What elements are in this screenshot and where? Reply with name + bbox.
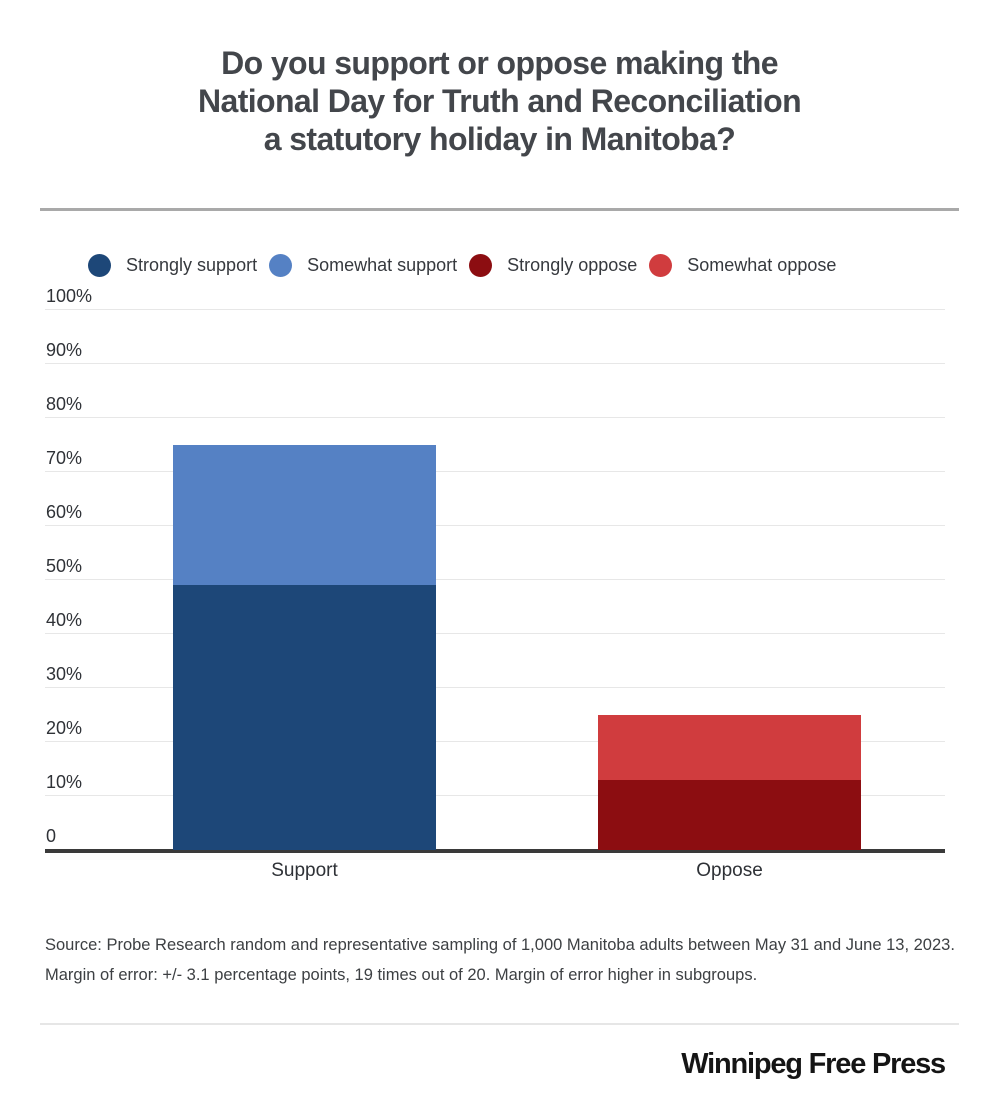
legend-label: Somewhat support [307,255,458,275]
bar-segment-strongly-support [173,585,436,850]
chart-title-line-3: a statutory holiday in Manitoba? [263,121,736,157]
gridline-80 [45,417,945,418]
source-note-line-2: Margin of error: +/- 3.1 percentage points, 19 times out of 20. Margin of error higher in subgroups. [45,966,758,984]
y-tick-60: 60% [46,502,83,522]
y-tick-100: 100% [46,286,93,306]
gridline-100 [45,309,945,310]
bar-segment-somewhat-oppose [598,715,861,780]
source-note-line-1: Source: Probe Research random and representative sampling of 1,000 Manitoba adults between May 31 and June 13, 2023. [45,936,955,954]
footer-divider [40,1023,959,1025]
legend-item-strongly-oppose [469,254,637,277]
x-label-support: Support [271,860,338,881]
legend-swatch-strongly-oppose-icon [469,254,492,277]
y-tick-30: 30% [46,664,83,684]
legend-item-strongly-support [88,254,257,277]
y-tick-20: 20% [46,718,83,738]
y-tick-50: 50% [46,556,83,576]
publisher-logo: Winnipeg Free Press [681,1048,945,1080]
chart-legend [88,254,836,277]
y-tick-40: 40% [46,610,83,630]
y-tick-90: 90% [46,340,83,360]
legend-swatch-somewhat-support-icon [269,254,292,277]
legend-label: Strongly support [126,255,258,275]
y-tick-70: 70% [46,448,83,468]
legend-swatch-somewhat-oppose-icon [649,254,672,277]
bar-segment-strongly-oppose [598,780,861,850]
legend-label: Somewhat oppose [687,255,837,275]
gridline-90 [45,363,945,364]
y-tick-0: 0 [46,826,57,846]
y-tick-80: 80% [46,394,83,414]
legend-swatch-strongly-support-icon [88,254,111,277]
chart-title-line-2: National Day for Truth and Reconciliation [197,83,802,119]
bar-oppose [598,715,861,850]
bar-support [173,445,436,850]
title-divider [40,208,959,211]
y-tick-10: 10% [46,772,83,792]
source-note [45,930,965,990]
chart-title [0,44,999,158]
plot-area [45,286,945,881]
chart-title-line-1: Do you support or oppose making the [221,45,778,81]
legend-item-somewhat-oppose [649,254,836,277]
legend-label: Strongly oppose [507,255,638,275]
legend-item-somewhat-support [269,254,457,277]
x-label-oppose: Oppose [696,860,763,881]
bar-segment-somewhat-support [173,445,436,585]
